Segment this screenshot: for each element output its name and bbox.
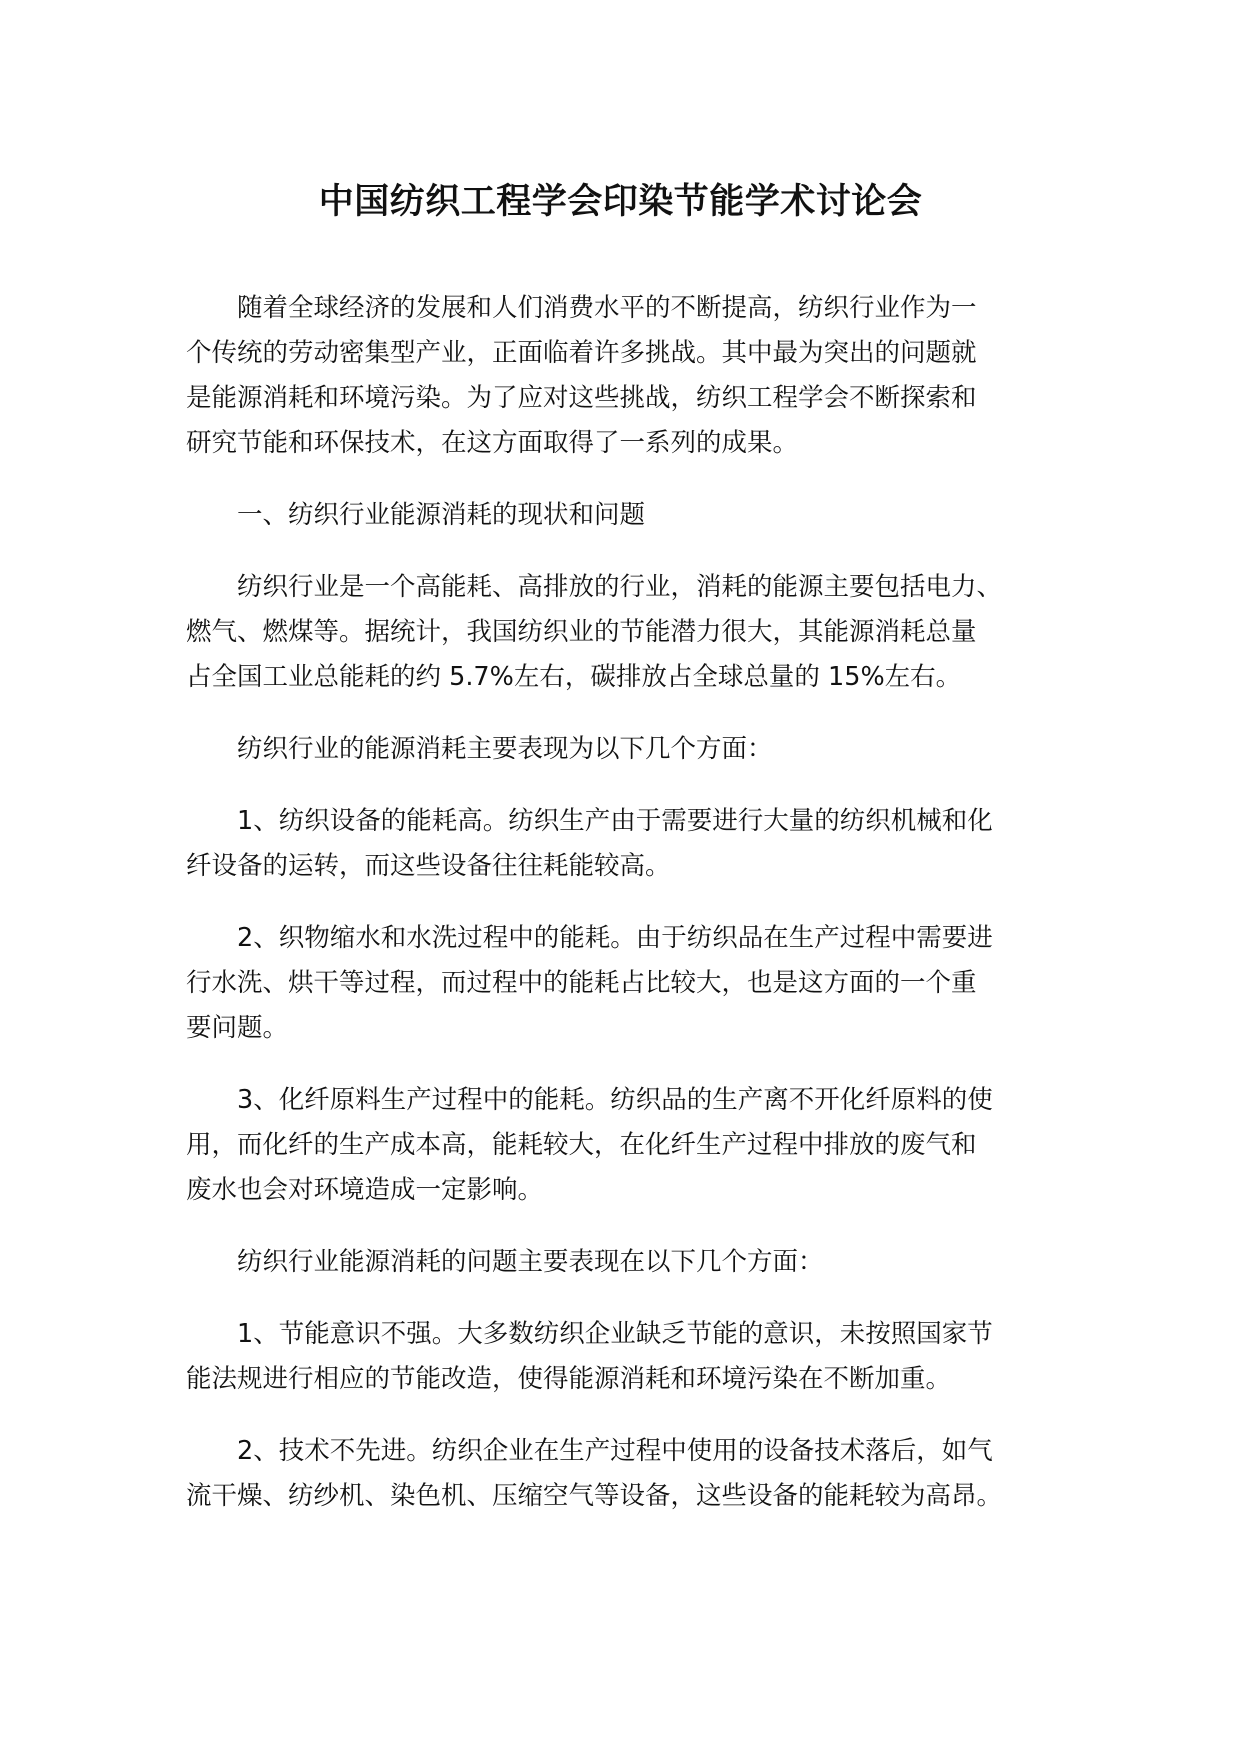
list-item [186,1312,1066,1402]
text-line: 燃气、燃煤等。据统计，我国纺织业的节能潜力很大，其能源消耗总量 [186,617,977,647]
text-line: 行水洗、烘干等过程，而过程中的能耗占比较大，也是这方面的一个重 [186,968,977,998]
section-heading [186,493,1066,538]
text-line: 2、技术不先进。纺织企业在生产过程中使用的设备技术落后，如气 [237,1436,993,1466]
text-line: 一、纺织行业能源消耗的现状和问题 [237,500,646,530]
text-line: 纤设备的运转，而这些设备往往耗能较高。 [186,851,671,881]
text-line: 要问题。 [186,1013,289,1043]
text-line: 1、纺织设备的能耗高。纺织生产由于需要进行大量的纺织机械和化 [237,806,993,836]
text-line: 个传统的劳动密集型产业，正面临着许多挑战。其中最为突出的问题就 [186,338,977,368]
text-line: 3、化纤原料生产过程中的能耗。纺织品的生产离不开化纤原料的使 [237,1085,993,1115]
text-line: 能法规进行相应的节能改造，使得能源消耗和环境污染在不断加重。 [186,1364,952,1394]
list-item [186,1078,1066,1213]
text-line: 2、织物缩水和水洗过程中的能耗。由于纺织品在生产过程中需要进 [237,923,993,953]
text-line: 占全国工业总能耗的约 5.7%左右，碳排放占全球总量的 15%左右。 [186,662,962,692]
paragraph-intro [186,286,1066,466]
paragraph-consumption-aspects [186,727,1066,772]
text-line: 研究节能和环保技术，在这方面取得了一系列的成果。 [186,428,799,458]
document-title: 中国纺织工程学会印染节能学术讨论会 [318,182,923,222]
text-line: 流干燥、纺纱机、染色机、压缩空气等设备，这些设备的能耗较为高昂。 [186,1481,1003,1511]
paragraph-status [186,565,1066,700]
list-item [186,799,1066,889]
text-line: 用，而化纤的生产成本高，能耗较大，在化纤生产过程中排放的废气和 [186,1130,977,1160]
text-line: 纺织行业是一个高能耗、高排放的行业，消耗的能源主要包括电力、 [237,572,1003,602]
list-item [186,916,1066,1051]
text-line: 随着全球经济的发展和人们消费水平的不断提高，纺织行业作为一 [237,293,977,323]
list-item [186,1429,1066,1519]
text-line: 纺织行业能源消耗的问题主要表现在以下几个方面： [237,1247,824,1277]
text-line: 纺织行业的能源消耗主要表现为以下几个方面： [237,734,773,764]
document-body [186,286,1066,1546]
text-line: 是能源消耗和环境污染。为了应对这些挑战，纺织工程学会不断探索和 [186,383,977,413]
text-line: 废水也会对环境造成一定影响。 [186,1175,544,1205]
text-line: 1、节能意识不强。大多数纺织企业缺乏节能的意识，未按照国家节 [237,1319,993,1349]
paragraph-problem-aspects [186,1240,1066,1285]
